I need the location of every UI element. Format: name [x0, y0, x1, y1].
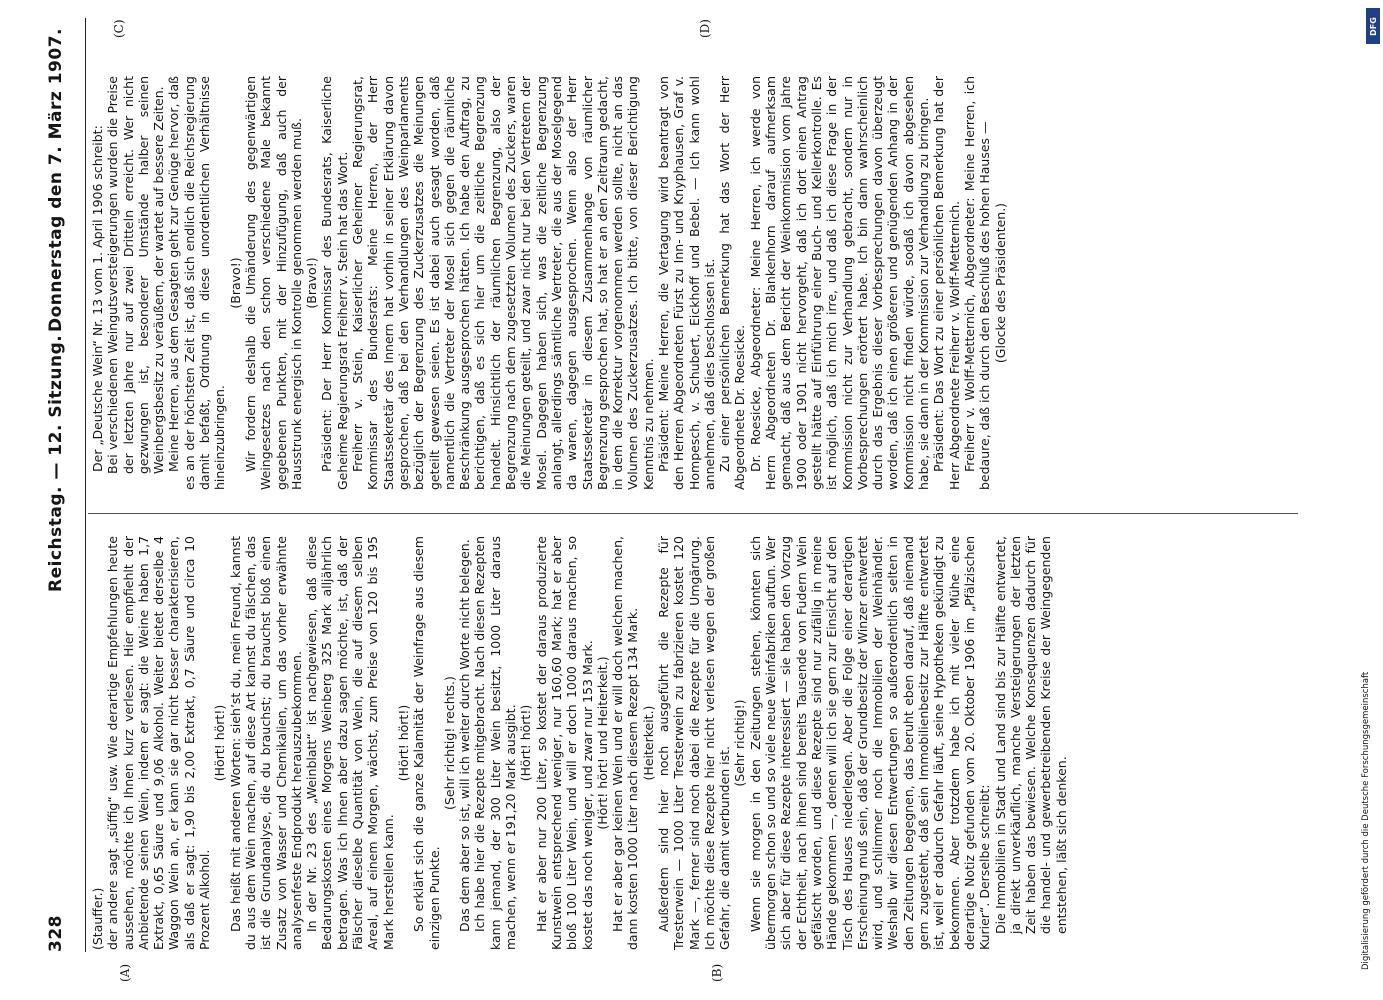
- paragraph: Zu einer persönlichen Bemerkung hat das Wort der Herr Abgeordnete Dr. Roesicke.: [717, 76, 748, 490]
- paragraph: Wir fordern deshalb die Umänderung des gegenwärtigen Weingesetzes nach den schon verschiedene Male bekannt gegebenen Punkten, mit der Hinzufügung, daß auch der Hausstrunk energisch in Kontrolle genommen werden muß.: [242, 76, 304, 490]
- paragraph: Freiherr v. Wolff-Metternich, Abgeordneter: Meine Herren, ich bedaure, daß ich durch den Beschluß des hohen Hauses —: [961, 76, 993, 490]
- header-rule: [85, 18, 86, 952]
- paragraph: Präsident: Meine Herren, die Vertagung wird beantragt von den Herren Abgeordneten Fürst zu Inn- und Knyphausen, Graf v. Hompesch, v. Schubert, Eickhoff und Bebel. — Ich kann wohl annehmen, daß dies beschlossen ist.: [655, 76, 717, 490]
- interjection: (Bravo!): [304, 257, 320, 309]
- quotation: Die Immobilien in Stadt und Land sind bis zur Hälfte entwertet, ja direkt unverkäuflich, manche Versteigerungen der letzten Zeit haben das bewiesen. Welche Konsequenzen dadurch für die handel- und gewerbetreibenden Kreise der Weingegenden entstehen, läßt sich denken.: [992, 536, 1069, 934]
- digitization-notice: [1349, 10, 1379, 990]
- interjection: (Sehr richtig!): [732, 699, 748, 787]
- dfg-logo: DFG: [1366, 8, 1380, 44]
- column-divider: [88, 513, 1298, 514]
- page-header: [46, 18, 76, 952]
- margin-mark-c: (C): [112, 19, 126, 38]
- page-number: 328: [46, 915, 66, 952]
- quotation: Bei verschiedenen Weingutsversteigerungen wurden die Preise der letzten Jahre nur auf zwei Dritteln erreicht. Wer nicht gezwungen ist, besonderer Umstände halber seinen Weinbergsbesitz zu veräußern, der wartet auf bessere Zeiten.: [105, 76, 167, 474]
- running-head-right: Donnerstag den 7. März 1907.: [46, 28, 66, 332]
- interjection: (Hört! hört!): [395, 704, 411, 782]
- margin-mark-b: (B): [710, 963, 724, 982]
- paragraph: Meine Herren, aus dem Gesagten geht zur Genüge hervor, daß es an der höchsten Zeit ist, daß sich endlich die Reichsregierung damit befaßt, Ordnung in diese unordentlichen Verhältnisse hineinzubringen.: [166, 76, 228, 490]
- interjection: (Heiterkeit.): [640, 705, 656, 781]
- paragraph: So erklärt sich die ganze Kalamität der Weinfrage aus diesem einzigen Punkte.: [411, 536, 442, 950]
- paragraph: Präsident: Der Herr Kommissar des Bundesrats, Kaiserliche Geheime Regierungsrat Freiherr v. Stein hat das Wort.: [319, 76, 350, 490]
- interjection: (Hört! hört! und Heiterkeit.): [594, 656, 610, 830]
- speaker-tag: (Stauffer.): [90, 887, 105, 950]
- paragraph: Hat er aber gar keinen Wein und er will doch welchen machen, dann kosten 1000 Liter nach diesem Rezept 134 Mark.: [610, 536, 641, 950]
- paragraph: der andere sagt „süffig“ usw. Wie derartige Empfehlungen heute aussehen, möchte ich Ihnen kurz verlesen. Hier empfiehlt der Anbietende seinen Wein, indem er sagt: die Weine haben 1,7 Extrakt, 0,65 Säure und 9,06 Alkohol. Weiter bietet derselbe 4 Waggon Wein an, er kann sie gar nicht besser charakterisieren, als daß er sagt: 1,90 bis 2,00 Extrakt, 0,7 Säure und circa 10 Prozent Alkohol.: [105, 536, 213, 950]
- paragraph: Der „Deutsche Wein“ Nr. 13 vom 1. April 1906 schreibt:: [90, 125, 105, 472]
- paragraph: Wenn sie morgen in den Zeitungen stehen, könnten sich übermorgen schon so und so viele neue Weinfabriken auftun. Wer sich aber für diese Rezepte interessiert — sie haben den Vorzug der Echtheit, nach ihnen sind bereits Tausende von Fudern Wein gefälscht worden, und diese Rezepte sind nur zufällig in meine Hände gekommen —, denen will ich sie gern zur Einsicht auf den Tisch des Hauses niederlegen. Aber die Folge einer derartigen Erscheinung muß sein, daß der Grundbesitz der Winzer entwertet wird, und schlimmer noch die Immobilien der Weinhändler. Weshalb wir diesen Entwertungen so außerordentlich selten in den Zeitungen begegnen, das beruht eben darauf, daß niemand gern zugesteht, daß sein Immobilienbesitz zur Hälfte entwertet ist, weil er dadurch Gefahr läuft, seine Hypotheken gekündigt zu bekommen. Aber trotzdem habe ich mit vieler Mühe eine derartige Notiz gefunden vom 20. Oktober 1906 im „Pfälzischen Kurier“. Derselbe schreibt:: [747, 536, 993, 950]
- digitization-notice-text: Digitalisierung gefördert durch die Deutsche Forschungsgemeinschaft: [1361, 671, 1371, 970]
- paragraph: Das dem aber so ist, will ich weiter durch Worte nicht belegen.: [457, 539, 473, 932]
- margin-mark-d: (D): [698, 19, 712, 38]
- paragraph: Hat er aber nur 200 Liter, so kostet der daraus produzierte Kunstwein entsprechend weniger, nur 160,60 Mark; hat er aber bloß 100 Liter Wein, und will er doch 1000 daraus machen, so kostet das noch weniger, und zwar nur 153 Mark.: [533, 536, 595, 950]
- interjection: (Sehr richtig! rechts.): [441, 676, 457, 810]
- paragraph: Dr. Roesicke, Abgeordneter: Meine Herren, ich werde von Herrn Abgeordneten Dr. Blankenhorn darauf aufmerksam gemacht, daß aus dem Bericht der Weinkommission vom Jahre 1900 oder 1901 nicht hervorgeht, daß ich dort einen Antrag gestellt hätte auf Einführung einer Buch- und Kellerkontrolle. Es ist möglich, daß ich mich irre, und daß ich diese Frage in der Kommission nicht zur Verhandlung gebracht, sondern nur in Vorbesprechungen erörtert habe. Ich bin dann wahrscheinlich durch das Ergebnis dieser Vorbesprechungen davon überzeugt worden, daß ich einen größeren und genügenden Anhang in der Kommission nicht finden würde, sodaß ich davon abgesehen habe, sie dann in der Kommission zur Verhandlung zu bringen.: [747, 76, 932, 490]
- interjection: (Bravo!): [227, 257, 243, 309]
- paragraph: Das heißt mit anderen Worten: sieh’st du, mein Freund, kannst du aus dem Wein machen, auf diese Art kannst du fälschen, das ist die Grundanalyse, die du brauchst; du brauchst bloß einen Zusatz von Wasser und Chemikalien, um das vorher erwähnte analysenfeste Endprodukt herauszubekommen.: [227, 536, 304, 950]
- margin-mark-a: (A): [118, 963, 132, 982]
- interjection: (Hört! hört!): [518, 704, 534, 782]
- running-head-left: Reichstag. — 12. Sitzung.: [46, 334, 66, 592]
- right-column: [90, 76, 1008, 490]
- paragraph: Präsident: Das Wort zu einer persönlichen Bemerkung hat der Herr Abgeordnete Freiherr v. Wolff-Metternich.: [931, 76, 962, 490]
- paragraph: Ich habe hier die Rezepte mitgebracht. Nach diesen Rezepten kann jemand, der 300 Liter Wein besitzt, 1000 Liter daraus machen, wenn er 191,20 Mark ausgibt.: [472, 536, 519, 950]
- paragraph: Außerdem sind hier noch ausgeführt die Rezepte für Tresterwein — 1000 Liter Tresterwein zu fabrizieren kostet 120 Mark —, ferner sind noch dabei die Rezepte für die Umgärung. Ich möchte diese Rezepte hier nicht verlesen wegen der großen Gefahr, die damit verbunden ist.: [655, 536, 733, 950]
- paragraph: Freiherr v. Stein, Kaiserlicher Geheimer Regierungsrat, Kommissar des Bundesrats: Meine Herren, der Herr Staatssekretär des Innern hat vorhin in seiner Erklärung davon gesprochen, daß bei den Verhandlungen des Weinparlaments bezüglich der Begrenzung des Zuckerzusatzes die Meinungen geteilt gewesen seien. Es ist dabei auch gesagt worden, daß namentlich die Vertreter der Mosel sich gegen die räumliche Beschränkung ausgesprochen hätten. Ich habe den Auftrag, zu berichtigen, daß es sich hier um die zeitliche Begrenzung handelt. Hinsichtlich der räumlichen Begrenzung, also der Begrenzung nach dem zugesetzten Volumen des Zuckers, waren die Meinungen geteilt, und zwar nicht nur bei den Vertretern der Mosel. Dagegen haben sich, was die zeitliche Begrenzung anlangt, allerdings sämtliche Vertreter, die aus der Moselgegend da waren, dagegen ausgesprochen. Wenn also der Herr Staatssekretär in diesem Zusammenhange von räumlicher Begrenzung gesprochen hat, so hat er an den Zeitraum gedacht, in dem die Korrektur vorgenommen werden sollte, nicht an das Volumen des Zuckerzusatzes. Ich bitte, von dieser Berichtigung Kenntnis zu nehmen.: [350, 76, 656, 490]
- paragraph: In der Nr. 23 des „Weinblatt“ ist nachgewiesen, daß diese Bedarungskosten eines Morgens Weinberg 325 Mark alljährlich betragen. Was ich Ihnen aber dazu sagen möchte, ist, daß der Fälscher dieselbe Quantität von Wein, die auf diesem selben Areal, auf einem Morgen, wächst, zum Preise von 120 bis 195 Mark herstellen kann.: [304, 536, 396, 950]
- interjection: (Glocke des Präsidenten.): [992, 202, 1008, 364]
- left-column: [90, 536, 1069, 950]
- interjection: (Hört! hört!): [212, 704, 228, 782]
